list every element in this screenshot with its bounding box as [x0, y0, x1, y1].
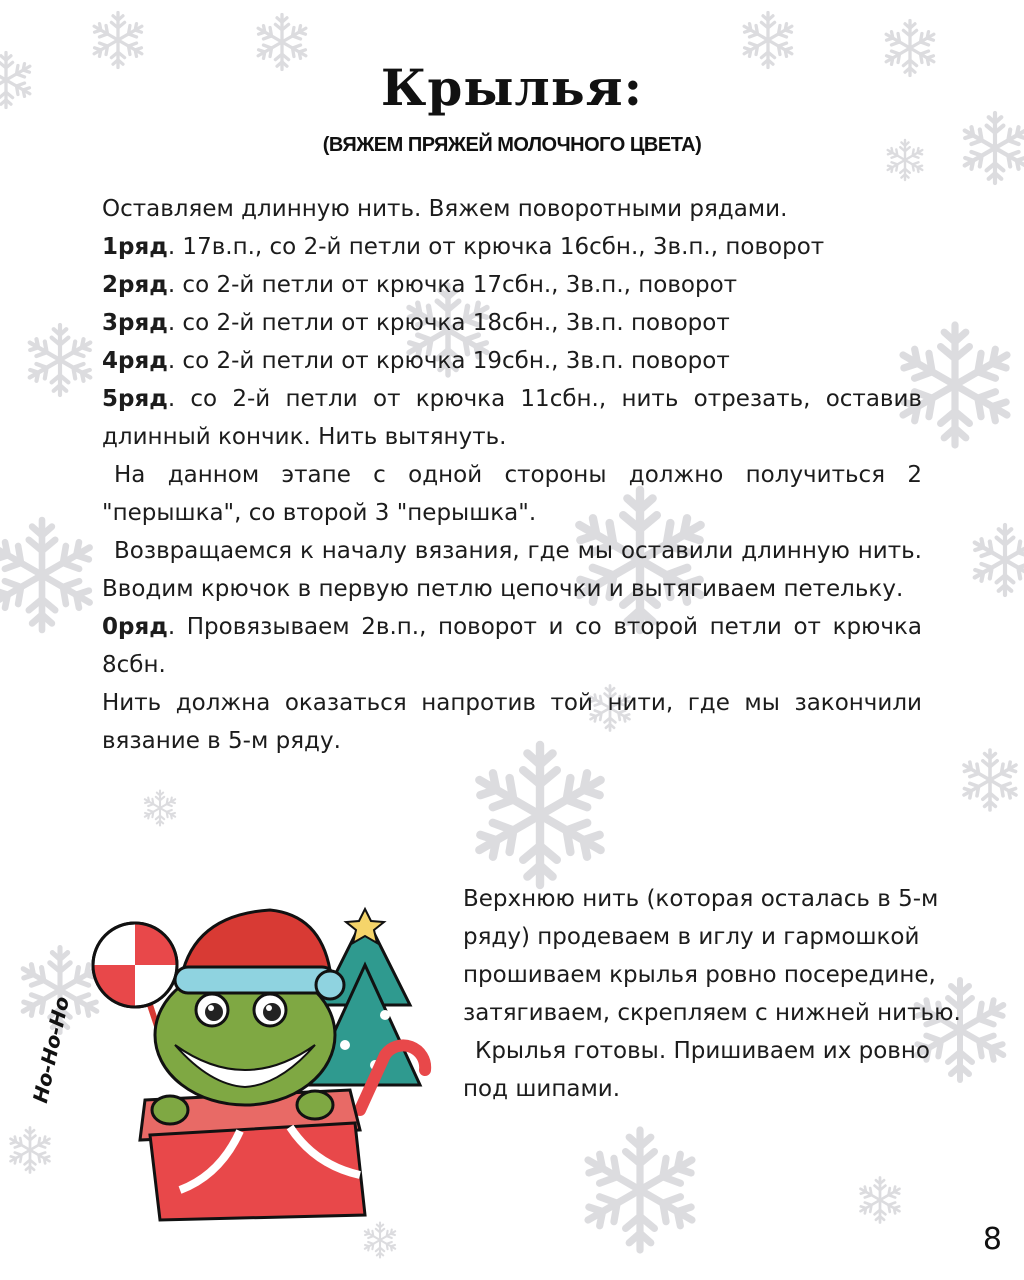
dino-gift-illustration	[30, 895, 450, 1225]
row-text: . со 2-й петли от крючка 18сбн., 3в.п. поворот	[167, 310, 730, 336]
done-paragraph: Крылья готовы. Пришиваем их ровно под шипами.	[463, 1038, 930, 1102]
row-3	[102, 304, 922, 342]
row-1	[102, 228, 922, 266]
row-text: . со 2-й петли от крючка 17сбн., 3в.п., поворот	[167, 272, 738, 298]
return-paragraph: Возвращаемся к началу вязания, где мы оставили длинную нить. Вводим крючок в первую петлю цепочки и вытягиваем петельку.	[102, 538, 922, 602]
thread-paragraph: Нить должна оказаться напротив той нити, где мы закончили вязание в 5-м ряду.	[102, 690, 922, 754]
intro-text: Оставляем длинную нить. Вяжем поворотными рядами.	[102, 196, 788, 222]
row-2	[102, 266, 922, 304]
row-text: . со 2-й петли от крючка 19сбн., 3в.п. поворот	[167, 348, 730, 374]
page-title: Крылья:	[380, 58, 644, 117]
santa-hat-icon	[175, 910, 344, 999]
row-text: . со 2-й петли от крючка 11сбн., нить отрезать, оставив длинный кончик. Нить вытянуть.	[102, 386, 922, 450]
row-4	[102, 342, 922, 380]
gift-box-icon	[150, 1123, 365, 1220]
row-label: 5ряд	[102, 386, 168, 412]
row-label: 1ряд	[102, 234, 168, 260]
row-text: . Провязываем 2в.п., поворот и со второй петли от крючка 8сбн.	[102, 614, 922, 678]
row-text: . 17в.п., со 2-й петли от крючка 16сбн., 3в.п., поворот	[167, 234, 825, 260]
ho-ho-ho-text: Ho-Ho-Ho	[28, 994, 74, 1105]
row-0	[102, 608, 922, 684]
row-label: 4ряд	[102, 348, 168, 374]
finishing-instructions	[463, 880, 973, 1108]
row-label: 0ряд	[102, 614, 168, 640]
instructions	[102, 190, 922, 760]
row-5	[102, 380, 922, 456]
feathers-paragraph: На данном этапе с одной стороны должно получиться 2 "перышка", со второй 3 "перышка".	[102, 462, 922, 526]
row-label: 3ряд	[102, 310, 168, 336]
sew-paragraph: Верхнюю нить (которая осталась в 5-м ряду) продеваем в иглу и гармошкой прошиваем крылья ровно посередине, затягиваем, скрепляем с нижней нитью.	[463, 886, 961, 1026]
page-subtitle: (ВЯЖЕМ ПРЯЖЕЙ МОЛОЧНОГО ЦВЕТА)	[322, 134, 702, 156]
row-label: 2ряд	[102, 272, 168, 298]
page-number: 8	[982, 1222, 1002, 1257]
